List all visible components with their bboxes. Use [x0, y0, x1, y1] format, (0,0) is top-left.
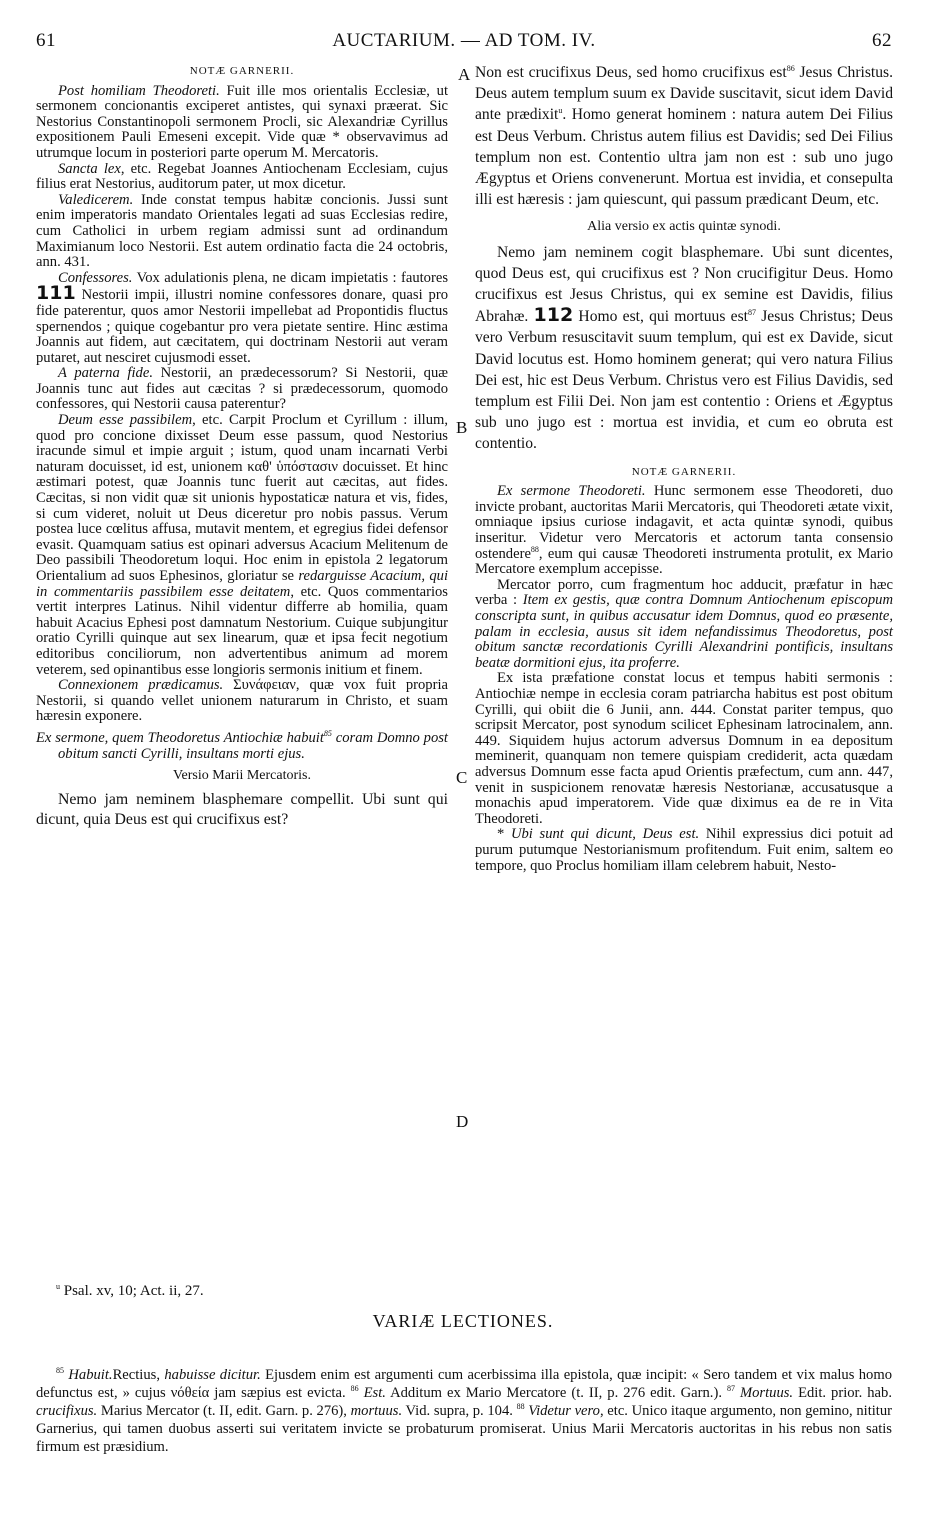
page-number-right: 62 — [872, 30, 892, 51]
note-paragraph: Deum esse passibilem, etc. Carpit Proclum et Cyrillum : illum, quod pro concione dixisset Deum esse passum, quod Nestorius iracunde simul et impie arguit ; istum, quod unam incarnati Verbi naturam docuisset, id est, unionem καθ' ὑπόστασιν docuisset. Et hinc æstimari potest, quæ Joannis tunc fuerit aut cæcitas, aut fides. Cæcitas, si non vidit quæ sit unionis hypostaticæ natura et vis, fides, si cum videret, noluit ut Deus diceretur pro nobis passus. Verum postea luce cœlitus affusa, mutavit mentem, et egregius fidei defensor evasit. Quamquam satius est opinari adversus Acacium Melitenum de Deo passibili Theodoretum loqui. Hoc enim in epistola 2 legatorum Orientalium ad suos Ephesinos, gloriatur se redarguisse Acacium, qui in commentariis passibilem esse deitatem, etc. Quos commentarios vertit interpres Latinus. Nihil videntur differre ab homilia, quam habuit Acacius Ephesi post damnatum Nestorium. Cuique subjungitur oratio Cyrilli quinque aut sex linearum, quæ et ipsa fecit negotium editoribus conciliorum, non advertentibus animum ad morem veterem, sed opinantibus esse longioris sermonis initium et finem. — [36, 412, 449, 678]
note-paragraph: Connexionem prædicamus. Συνάφειαν, quæ vox fuit propria Nestorii, si quando vellet unionem naturarum in Christo, et suam hæresin exponere. — [36, 677, 448, 725]
variant-ref: 86 — [786, 63, 795, 73]
note-paragraph: Confessores. Vox adulationis plena, ne dicam impietatis : fautores 111 Nestorii impii, illustri nomine confessores donare, quasi pro fide paterentur, quos amor Nestorii impellebat ad Propontidis fluctus spernendos ; quique cogebantur pro vera pietate sentire. Hinc æstima Joannis aut fidem, aut cæcitatem, qui doctrinam Nestorii aut veram putaret, aut nesciret cujusmodi esset. — [36, 269, 448, 366]
folio-number: 111 — [36, 282, 76, 305]
footnote-ref: u — [558, 106, 563, 116]
version-heading: Alia versio ex actis quintæ synodi. — [587, 219, 781, 235]
variae-heading: VARIÆ LECTIONES. — [372, 1311, 554, 1331]
margin-letter-d: D — [456, 1112, 469, 1131]
section-title: Ex sermone, quem Theodoretus Antiochiæ habuit$^{85}$ coram Domno post obitum sancti Cyrilli, insultans morti ejus. — [36, 729, 448, 762]
main-text: Nemo jam neminem cogit blasphemare. Ubi sunt dicentes, quod Deus est, qui crucifixus est ? Non crucifigitur Deus. Homo crucifixus est Jesus Christus, qui ex semine est Davidis, filius Abrahæ. 112 Homo est, qui mortuus est$^{87}$ Jesus Christus; Deus vero Verbum resuscitavit suum templum, qui est ex Davide, sicut David locutus est. Homo hominem generat; qui vero natura Filius Dei est, hic est Deus Verbum. Christus vero est Filius Davidis, sed templum est Filii Dei. Non jam est contentio : Oriens et Ægyptus sub uno jugo est : mortua est invidia, et cum eo obruta est contentio. — [475, 243, 893, 453]
version-heading: Versio Marii Mercatoris. — [172, 768, 312, 784]
variant-ref: 88 — [530, 544, 539, 554]
note-paragraph: Ex sermone Theodoreti. Hunc sermonem esse Theodoreti, duo invicte probant, auctoritas Marii Mercatoris, qui Theodoreti ætate vixit, omniaque ipsius curiose indagavit, et acta quintæ synodi, quibus inseritur. Videtur vero Mercatoris et actorum tanta consensio ostendere$^{88}$, eum qui causæ Theodoreti instrumenta protulit, ex Mario Mercatore exemplum accepisse. — [475, 483, 893, 578]
main-text: Non est crucifixus Deus, sed homo crucifixus est$^{86}$ Jesus Christus. Deus autem templum suum ex Davide suscitavit, sicut idem David ante prædixit$^u$. Homo generat hominem : natura autem Dei Filius est Deus Verbum. Christus autem filius est Davidis; sed Dei Filius templum non est. Contentio ultra jam non est : sub uno jugo Ægyptus et Oriens convenerunt. Mortua est invidia, et consepulta illi est hæresis : jam quiescunt, qui passum prædicant Deum, etc. — [475, 63, 894, 209]
folio-number: 112 — [533, 304, 574, 327]
margin-letter-c: C — [456, 768, 468, 787]
note-paragraph: Mercator porro, cum fragmentum hoc adducit, præfatur in hæc verba : Item ex gestis, quæ contra Domnum Antiochenum episcopum conscripta sunt, in quibus accusatur idem Domnus, quod eo præsente, palam in ecclesia, ausus sit idem nefandissimus Theodoretus, post obitum sanctæ recordationis Cyrilli Alexandrini pontificis, insultans beatæ dormitioni ejus, ita proferre. — [475, 576, 893, 671]
note-paragraph: Ex ista præfatione constat locus et tempus habiti sermonis : Antiochiæ nempe in ecclesia coram patriarcha habitus est post obitum Cyrilli, qui obiit die 6 Junii, ann. 444. Constat pariter tempus, quo scripsit Mercator, post synodum scilicet Ephesinam latrocinalem, ann. 449. Siquidem hujus actorum adversus Domnum in ea depositum meminerit, quanquam non temere quispiam crediderit, acta quædam adversus Domnum esse facta apud Orientis præfectum, cum ann. 447, venit in suspicionem renovatæ hæresis Nestorianæ, accusatusque a monachis apud imperatorem. Vide quæ diximus ea de re in Vita Theodoreti. — [475, 670, 893, 827]
variant-ref: 87 — [747, 308, 756, 318]
margin-letter-b: B — [456, 418, 468, 437]
page-number-left: 61 — [36, 30, 56, 51]
greek-text: Συνάφειαν — [223, 677, 296, 694]
left-column — [36, 62, 448, 830]
right-column — [475, 62, 893, 874]
running-head — [36, 30, 892, 54]
variant-readings: $^{85}$ Habuit.Rectius, habuisse dicitur. Ejusdem enim est argumenti cum acerbissima illa epistola, quæ incipit: « Sero tandem et vix malus homo defunctus est, » cujus νόθεία jam sæpius est evicta. $^{86}$ Est. Additum ex Mario Mercatore (t. II, p. 276 edit. Garn.). $^{87}$ Mortuus. Edit. prior. hab. crucifixus. Marius Mercator (t. II, edit. Garn. p. 276), mortuus. Vid. supra, p. 104. $^{88}$ Videtur vero, etc. Unico itaque argumento, non gemino, nititur Garnerius, qui tamen duobus asserti sui veritatem invicte se probaturum promiserat. Unius Marii Mercatoris auctoritas in his rebus non satis firmum est præsidium. — [36, 1365, 893, 1455]
notes-heading: NOTÆ GARNERII. — [189, 65, 295, 77]
note-paragraph: Post homiliam Theodoreti. Fuit ille mos orientalis Ecclesiæ, ut sermonem concionantis exciperet antistes, qui synaxi præerat. Sic Nestorius Constantinopoli sermonem Procli, sic Alexandriæ Cyrillus expositionem Pauli Emeseni excepit. Vide quæ * observavimus ad utrumque locum in posteriori parte operum M. Mercatoris. — [36, 82, 449, 161]
notes-heading: NOTÆ GARNERII. — [631, 465, 737, 478]
note-paragraph: Sancta lex, etc. Regebat Joannes Antiochenam Ecclesiam, cujus filius erat Nestorius, auditorum pater, ut mox dicetur. — [36, 160, 448, 193]
notes-block — [475, 465, 893, 874]
note-paragraph: * Ubi sunt qui dicunt, Deus est. Nihil expressius dici potuit ad purum putumque Nestorianismum profitendum. Fuit enim, saltem eo tempore, quo Proclus homiliam illam celebrem habuit, Nesto- — [475, 826, 893, 874]
greek-text: καθ' ὑπόστασιν — [247, 458, 339, 475]
note-paragraph: Valedicerem. Inde constat tempus habitæ concionis. Jussi sunt enim imperatoris mandato Orientales legati ad suas Ecclesias redire, cum Catholici in urbem regiam admissi sunt ad ordinandum Maximianum loco Nestorii. Est autem ordinatio facta die 24 octobris, ann. 431. — [36, 191, 448, 271]
greek-text: νόθεία — [170, 1384, 210, 1401]
running-title: AUCTARIUM. — AD TOM. IV. — [332, 30, 596, 51]
margin-letter-a: A — [458, 65, 471, 84]
main-text: Nemo jam neminem blasphemare compellit. Ubi sunt qui dicunt, quia Deus est qui crucifixus est? — [36, 790, 448, 828]
variant-ref: 85 — [323, 729, 332, 739]
note-paragraph: A paterna fide. Nestorii, an prædecessorum? Si Nestorii, quæ Joannis tunc aut fides aut cæcitas ? si prædecessorum, quomodo confessores, qui Nestorii causa paterentur? — [36, 365, 448, 413]
footnote: $^u$ Psal. xv, 10; Act. ii, 27. — [56, 1282, 204, 1299]
